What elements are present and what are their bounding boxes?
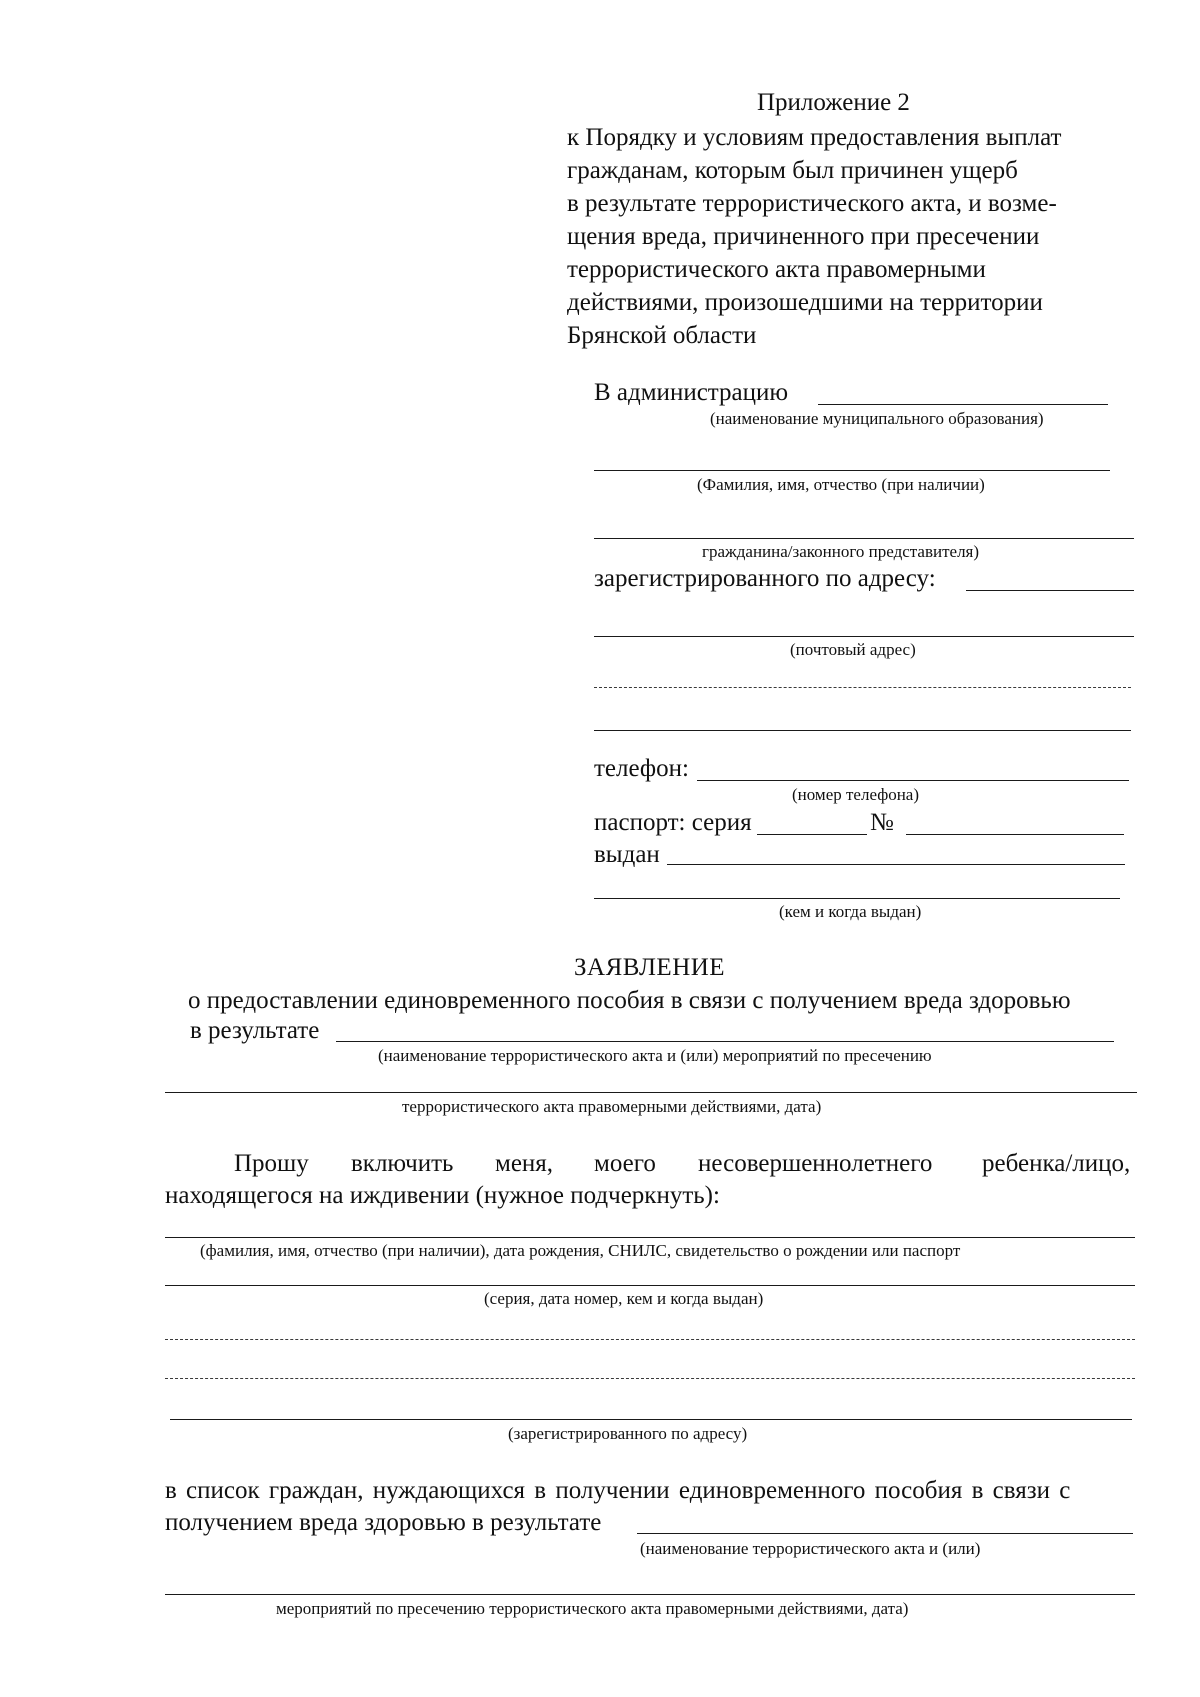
- admin-label: В администрацию: [594, 379, 789, 406]
- issued-input-line-2[interactable]: [594, 898, 1120, 899]
- postal-input-line-2[interactable]: [594, 687, 1131, 688]
- passport-series-input-line[interactable]: [757, 834, 867, 835]
- admin-input-line[interactable]: [818, 404, 1108, 405]
- request-word-5: несовершеннолетнего: [698, 1150, 933, 1177]
- passport-number-input-line[interactable]: [906, 834, 1124, 835]
- appendix-line-1: к Порядку и условиям предоставления выплат: [567, 124, 1062, 151]
- extra-input-line-1[interactable]: [165, 1339, 1135, 1340]
- list-line-1: в список граждан, нуждающихся в получении единовременного пособия в связи с: [165, 1477, 1071, 1504]
- issued-input-line[interactable]: [667, 864, 1125, 865]
- phone-caption: (номер телефона): [792, 785, 920, 804]
- list-caption-2: мероприятий по пресечению террористического акта правомерными действиями, дата): [276, 1599, 909, 1618]
- list-line-2: получением вреда здоровью в результате: [165, 1509, 602, 1536]
- phone-label: телефон:: [594, 755, 689, 782]
- citizen-caption: гражданина/законного представителя): [702, 542, 980, 561]
- request-line-2: находящегося на иждивении (нужное подчеркнуть):: [165, 1182, 720, 1209]
- issued-caption: (кем и когда выдан): [779, 902, 922, 921]
- address-input-line[interactable]: [170, 1419, 1132, 1420]
- issued-label: выдан: [594, 841, 660, 868]
- citizen-input-line[interactable]: [594, 538, 1134, 539]
- registered-label: зарегистрированного по адресу:: [594, 565, 936, 592]
- request-word-4: моего: [594, 1150, 656, 1177]
- appendix-line-2: гражданам, которым был причинен ущерб: [567, 157, 1018, 184]
- extra-input-line-2[interactable]: [165, 1378, 1135, 1379]
- appendix-line-6: действиями, произошедшими на территории: [567, 289, 1043, 316]
- list-result-input-line-2[interactable]: [165, 1594, 1135, 1595]
- postal-caption: (почтовый адрес): [790, 640, 916, 659]
- statement-title: ЗАЯВЛЕНИЕ: [574, 954, 726, 981]
- admin-caption: (наименование муниципального образования): [710, 409, 1044, 428]
- statement-result-caption-1: (наименование террористического акта и (или) мероприятий по пресечению: [378, 1046, 932, 1065]
- request-word-3: меня,: [495, 1150, 554, 1177]
- list-caption-1: (наименование террористического акта и (или): [640, 1539, 981, 1558]
- doc-caption: (серия, дата номер, кем и когда выдан): [484, 1289, 764, 1308]
- address-caption: (зарегистрированного по адресу): [508, 1424, 748, 1443]
- person-input-line[interactable]: [165, 1237, 1135, 1238]
- statement-result-input-line[interactable]: [336, 1041, 1114, 1042]
- fio-input-line[interactable]: [594, 470, 1110, 471]
- fio-caption: (Фамилия, имя, отчество (при наличии): [697, 475, 985, 494]
- appendix-title: Приложение 2: [757, 89, 910, 116]
- request-word-1: Прошу: [234, 1150, 309, 1177]
- statement-subtitle: о предоставлении единовременного пособия в связи с получением вреда здоровью: [188, 987, 1071, 1014]
- statement-result-label: в результате: [190, 1017, 320, 1044]
- doc-input-line[interactable]: [165, 1285, 1135, 1286]
- appendix-line-7: Брянской области: [567, 322, 757, 349]
- statement-result-caption-2: террористического акта правомерными действиями, дата): [402, 1097, 822, 1116]
- phone-input-line[interactable]: [697, 780, 1129, 781]
- appendix-line-5: террористического акта правомерными: [567, 256, 986, 283]
- person-caption: (фамилия, имя, отчество (при наличии), дата рождения, СНИЛС, свидетельство о рождении или паспорт: [200, 1241, 961, 1260]
- registered-input-line[interactable]: [966, 590, 1134, 591]
- list-result-input-line[interactable]: [637, 1533, 1133, 1534]
- request-word-2: включить: [351, 1150, 454, 1177]
- appendix-line-3: в результате террористического акта, и возме-: [567, 190, 1057, 217]
- request-word-6: ребенка/лицо,: [982, 1150, 1131, 1177]
- postal-input-line-3[interactable]: [594, 730, 1131, 731]
- passport-series-label: паспорт: серия: [594, 809, 752, 836]
- appendix-line-4: щения вреда, причиненного при пресечении: [567, 223, 1040, 250]
- statement-result-input-line-2[interactable]: [165, 1092, 1137, 1093]
- passport-number-label: №: [870, 809, 894, 836]
- postal-input-line-1[interactable]: [594, 636, 1134, 637]
